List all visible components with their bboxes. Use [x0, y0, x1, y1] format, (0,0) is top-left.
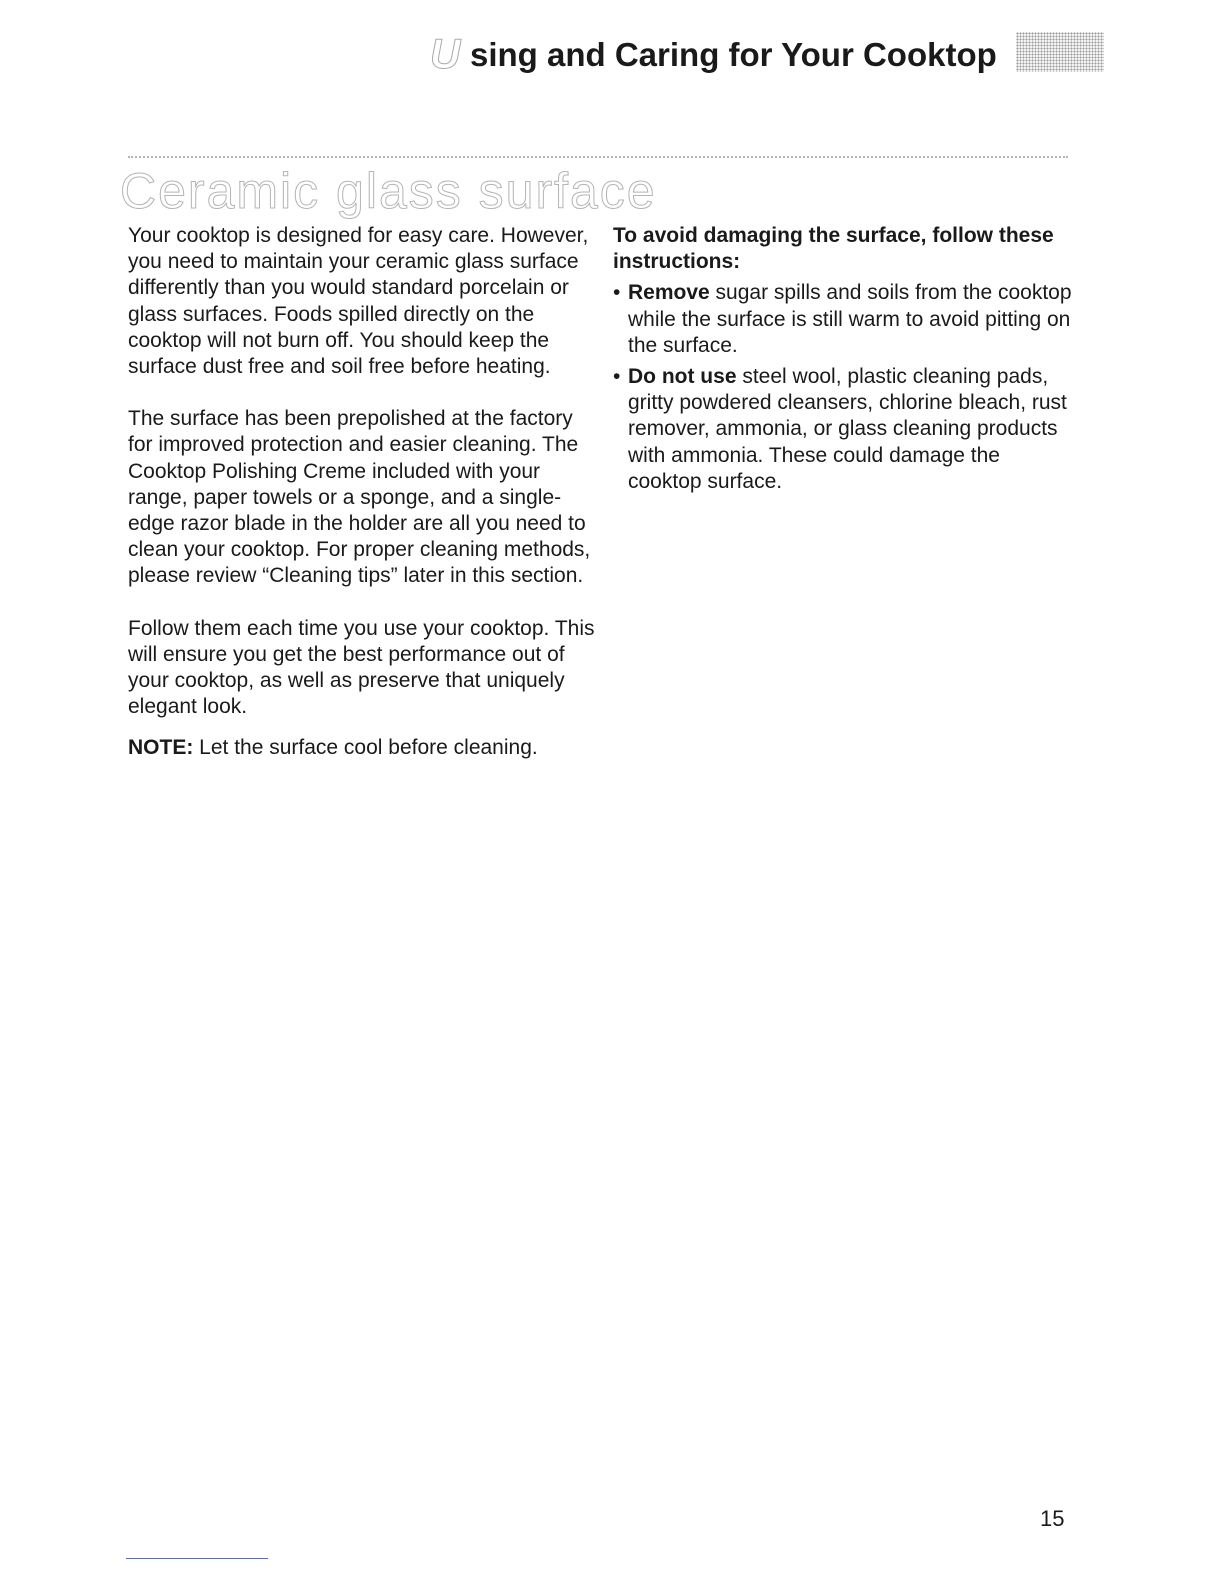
footer-rule [126, 1558, 268, 1559]
bullet-text: steel wool, plastic cleaning pads, gritty powdered cleansers, chlorine bleach, rust remover, ammonia, or glass cleaning products with ammonia. These could damage the cooktop surface. [628, 365, 1067, 493]
section-heading: Ceramic glass surface [120, 163, 657, 219]
list-item [613, 280, 1073, 359]
bullet-bold-label: Remove [628, 281, 710, 305]
left-column [128, 223, 598, 788]
dotted-divider [128, 156, 1068, 158]
list-item [613, 364, 1073, 495]
note-label: NOTE: [128, 736, 194, 760]
header-title: sing and Caring for Your Cooktop [470, 36, 997, 73]
instructions-heading: To avoid damaging the surface, follow these instructions: [613, 224, 1054, 274]
page-header [430, 30, 1110, 90]
paragraph-prepolished: The surface has been prepolished at the factory for improved protection and easier cleaning. The Cooktop Polishing Creme included with your range, paper towels or a sponge, and a single-edge razor blade in the holder are all you need to clean your cooktop. For proper cleaning methods, please review “Cleaning tips” later in this section. [128, 407, 591, 588]
right-column [613, 223, 1073, 500]
bullet-icon: • [613, 365, 621, 389]
instructions-list [613, 280, 1073, 495]
note-text: Let the surface cool before cleaning. [193, 736, 538, 760]
paragraph-follow: Follow them each time you use your cooktop. This will ensure you get the best performance out of your cooktop, as well as preserve that uniquely elegant look. [128, 616, 595, 719]
note-paragraph [128, 735, 598, 761]
bullet-text: sugar spills and soils from the cooktop while the surface is still warm to avoid pitting on the surface. [628, 281, 1072, 357]
header-decorative-initial: U [430, 30, 459, 77]
header-dot-pattern-icon [1016, 32, 1104, 72]
paragraph-intro: Your cooktop is designed for easy care. However, you need to maintain your ceramic glass surface differently than you would standard porcelain or glass surfaces. Foods spilled directly on the cooktop will not burn off. You should keep the surface dust free and soil free before heating. [128, 224, 589, 379]
bullet-bold-label: Do not use [628, 365, 737, 389]
bullet-icon: • [613, 281, 621, 305]
page-number: 15 [1040, 1506, 1065, 1531]
